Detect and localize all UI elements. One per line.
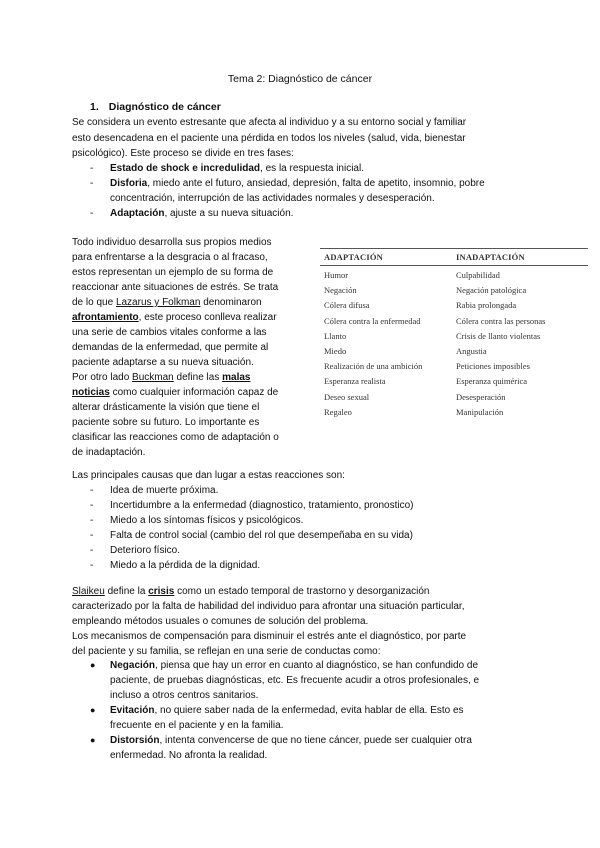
para2-line: demandas de la enfermedad, que permite al — [72, 342, 269, 353]
mechanism-bold: Distorsión — [110, 735, 160, 746]
para2-line: noticias como cualquier información capaz de — [72, 387, 279, 398]
cause-text: Miedo a la pérdida de la dignidad. — [110, 560, 261, 571]
term-noticias: noticias — [72, 387, 110, 398]
mechanism-bold: Evitación — [110, 705, 155, 716]
section-heading-text: Diagnóstico de cáncer — [108, 101, 221, 113]
crisis-line: empleando métodos usuales o comunes de solución del problema. — [72, 616, 369, 627]
table-cell-inadaptacion: Culpabilidad — [456, 270, 500, 280]
para2-line: una serie de cambios vitales conforme a las — [72, 327, 267, 338]
cause-text: Miedo a los síntomas físicos y psicológicos. — [110, 515, 304, 526]
table-cell-adaptacion: Miedo — [324, 346, 347, 356]
document-page: Tema 2: Diagnóstico de cáncer 1. Diagnóstico de cáncer Se considera un evento estresante que afecta al individuo y a su entorno social y familiar esto desencadena en el paciente una pérdida en todos los niveles (salud, vida, bienestar psicológico). Este proceso se divide en tres fases: - Estado de shock e incredulidad, es la respuesta inicial. - Disforia, miedo ante el futuro, ansiedad, depresión, falta de apetito, insomnio, pobre concentración, interrupción de las actividades normales y desesperación. - Adaptación, ajuste a su nueva situación. Todo individuo desarrolla sus propios medios para enfrentarse a la desgracia o al fracaso, estos representan un ejemplo de su forma de reaccionar ante situaciones de estrés. Se trata de lo que Lazarus y Folkman denominaron afrontamiento, este proceso conlleva realizar una serie de cambios vitales conforme a las demandas de la enfermedad, que permite al paciente adaptarse a su nueva situación. Por otro lado Buckman define las malas noticias como cualquier información capaz de alterar drásticamente la visión que tiene el paciente sobre su futuro. Lo importante es clasificar las reacciones como de adaptación o de inadaptación. ADAPTACIÓN INADAPTACIÓN Humor Culpabilidad Negación Negación patológica Cólera difusa Rabia prolongada Cólera contra la enfermedad Cólera contra las personas Llanto Crisis de llanto violentas Miedo Angustia Realización de una ambición Peticiones imposibles Esperanza realista Esperanza quimérica Deseo sexual Desesperación Regaleo Manipulación Las principales causas que dan lugar a estas reacciones son: - Idea de muerte próxima. - Incertidumbre a la enfermedad (diagnostico, tratamiento, pronostico) - Miedo a los síntomas físicos y psicológicos. - Falta de control social (cambio del rol que desempeñaba en su vida) - Deterioro físico. - Miedo a la pérdida de la dignidad. Slaikeu define la crisis como un estado temporal de trastorno y desorganización caracterizado por la falta de habilidad del individuo para afrontar una situación particular, empleando métodos usuales o comunes de solución del problema. Los mecanismos de compensación para disminuir el estrés ante el diagnóstico, por parte del paciente y su familia, se reflejan en una serie de conductas como: ● Negación, piensa que hay un error en cuanto al diagnóstico, se han confundido de paciente, de pruebas diagnósticas, etc. Es frecuente acudir a otros profesionales, e incluso a otros centros sanitarios. ● Evitación, no quiere saber nada de la enfermedad, evita hablar de ella. Esto es frecuente en el paciente y en la familia. ● Distorsión, intenta convencerse de que no tiene cáncer, puede ser cualquier otra enfermedad. No afronta la realidad. — [0, 0, 600, 848]
intro-line-1: Se considera un evento estresante que afecta al individuo y a su entorno social y familiar — [72, 117, 467, 128]
dash-marker: - — [90, 545, 94, 556]
term-crisis: crisis — [148, 586, 175, 597]
author-lazarus-folkman: Lazarus y Folkman — [115, 297, 201, 308]
term-afrontamiento: afrontamiento — [72, 312, 139, 323]
table-cell-adaptacion: Cólera difusa — [324, 300, 370, 311]
table-cell-inadaptacion: Crisis de llanto violentas — [456, 330, 541, 341]
table-cell-inadaptacion: Manipulación — [456, 406, 504, 417]
dash-marker: - — [90, 208, 94, 219]
table-header-inadaptacion: INADAPTACIÓN — [456, 252, 525, 262]
table-cell-adaptacion: Humor — [324, 270, 349, 280]
para2-line: de inadaptación. — [72, 447, 146, 458]
phase-bold: Disforia — [110, 178, 148, 189]
mechanism-bold: Negación — [110, 660, 156, 671]
para2-line: afrontamiento, este proceso conlleva realizar — [72, 312, 277, 323]
dash-marker: - — [90, 500, 94, 511]
table-cell-adaptacion: Deseo sexual — [324, 391, 370, 402]
table-cell-adaptacion: Realización de una ambición — [324, 361, 423, 372]
bullet-marker: ● — [90, 660, 96, 670]
table-cell-inadaptacion: Esperanza quimérica — [456, 376, 528, 387]
phase-text: , ajuste a su nueva situación. — [164, 208, 294, 219]
crisis-line: Slaikeu define la crisis como un estado temporal de trastorno y desorganización — [72, 586, 430, 597]
dash-marker: - — [90, 515, 94, 526]
table-cell-adaptacion: Negación — [324, 285, 357, 296]
table-cell-adaptacion: Cólera contra la enfermedad — [324, 315, 421, 326]
page-title: Tema 2: Diagnóstico de cáncer — [227, 73, 373, 85]
para2-line: de lo que Lazarus y Folkman denominaron — [72, 297, 262, 308]
bullet-marker: ● — [90, 735, 96, 745]
table-cell-inadaptacion: Desesperación — [456, 391, 506, 402]
section-heading — [90, 100, 221, 116]
table-header-adaptacion: ADAPTACIÓN — [324, 252, 383, 262]
table-cell-adaptacion: Llanto — [324, 330, 347, 341]
para2-line: reaccionar ante situaciones de estrés. Se trata — [72, 282, 279, 293]
para2-line: paciente sobre su futuro. Lo importante es — [72, 417, 260, 428]
dash-marker: - — [90, 163, 94, 174]
para2-line: para enfrentarse a la desgracia o al fracaso, — [72, 252, 268, 263]
crisis-line: del paciente y su familia, se reflejan en una serie de conductas como: — [72, 646, 381, 657]
cause-text: Deterioro físico. — [110, 545, 181, 556]
crisis-line: Los mecanismos de compensación para disminuir el estrés ante el diagnóstico, por parte — [72, 631, 467, 642]
para2-line: Todo individuo desarrolla sus propios medios — [72, 237, 272, 248]
section-number: 1. — [90, 101, 99, 113]
causes-intro: Las principales causas que dan lugar a estas reacciones son: — [72, 470, 345, 481]
intro-line-3: psicológico). Este proceso se divide en tres fases: — [72, 148, 294, 159]
bullet-marker: ● — [90, 705, 96, 715]
cause-text: Incertidumbre a la enfermedad (diagnostico, tratamiento, pronostico) — [110, 500, 414, 511]
para2-line: estos representan un ejemplo de su forma de — [72, 267, 274, 278]
dash-marker: - — [90, 530, 94, 541]
author-slaikeu: Slaikeu — [72, 586, 105, 597]
table-cell-adaptacion: Regaleo — [324, 406, 352, 417]
table-cell-inadaptacion: Peticiones imposibles — [456, 361, 530, 372]
phase-bold: Estado de shock e incredulidad — [110, 163, 261, 174]
phase-text-continued: concentración, interrupción de las actividades normales y desesperación. — [110, 193, 435, 204]
table-cell-inadaptacion: Angustia — [456, 346, 487, 356]
author-buckman: Buckman — [132, 372, 174, 383]
para2-line: paciente adaptarse a su nueva situación. — [72, 357, 254, 368]
para2-line: Por otro lado Buckman define las malas — [72, 372, 251, 383]
phase-bold: Adaptación — [110, 208, 165, 219]
table-header-rule — [320, 265, 588, 266]
para2-line: alterar drásticamente la visión que tiene el — [72, 402, 260, 413]
dash-marker: - — [90, 178, 94, 189]
table-cell-inadaptacion: Negación patológica — [456, 285, 527, 296]
dash-marker: - — [90, 560, 94, 571]
phase-text: , miedo ante el futuro, ansiedad, depresión, falta de apetito, insomnio, pobre — [147, 178, 485, 189]
dash-marker: - — [90, 485, 94, 496]
cause-text: Falta de control social (cambio del rol que desempeñaba en su vida) — [110, 530, 413, 541]
table-cell-adaptacion: Esperanza realista — [324, 376, 386, 387]
table-cell-inadaptacion: Rabia prolongada — [456, 300, 517, 311]
intro-line-2: esto desencadena en el paciente una pérdida en todos los niveles (salud, vida, bienestar — [72, 132, 466, 144]
table-top-rule — [320, 248, 588, 249]
phase-text: , es la respuesta inicial. — [260, 163, 364, 174]
para2-line: clasificar las reacciones como de adaptación o — [72, 432, 279, 443]
crisis-line: caracterizado por la falta de habilidad del individuo para afrontar una situación particular, — [72, 601, 465, 612]
cause-text: Idea de muerte próxima. — [110, 485, 219, 496]
table-cell-inadaptacion: Cólera contra las personas — [456, 315, 546, 326]
term-malas: malas — [222, 372, 251, 383]
